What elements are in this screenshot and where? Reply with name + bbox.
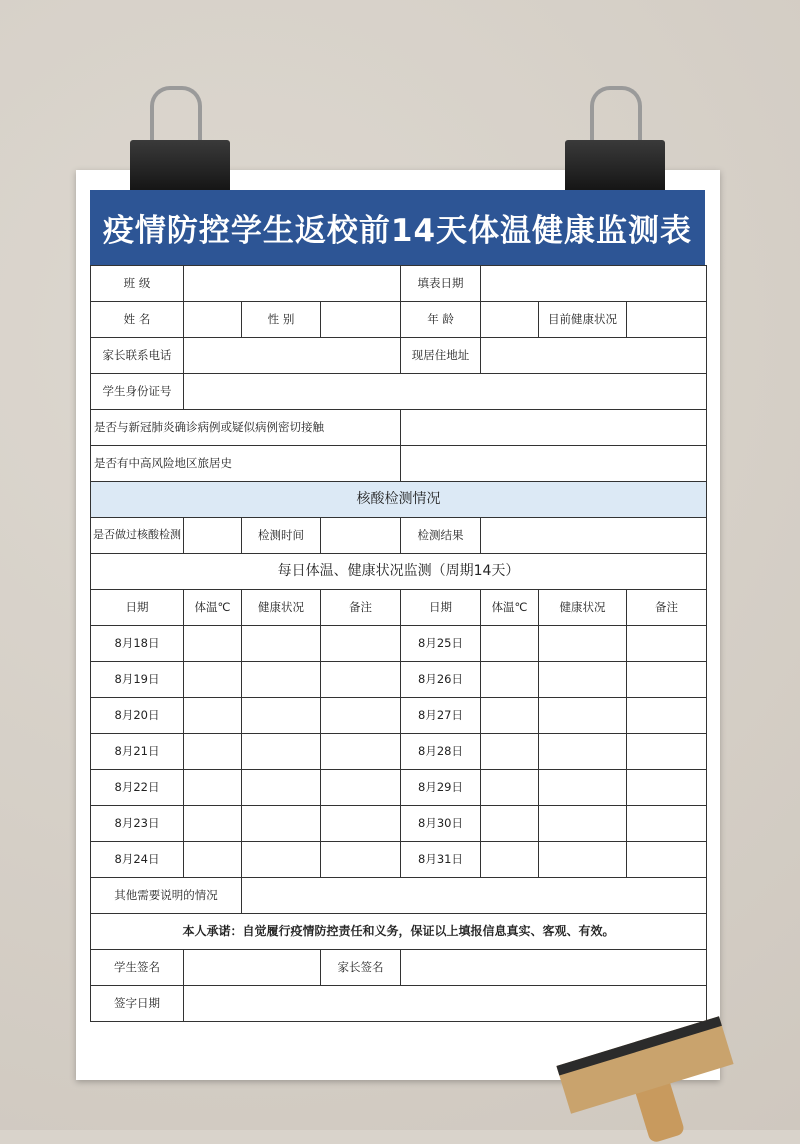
binder-clip-right: [565, 140, 665, 196]
date-cell: 8月20日: [91, 698, 184, 734]
input-remark[interactable]: [321, 626, 401, 662]
date-cell: 8月21日: [91, 734, 184, 770]
input-signature-date[interactable]: [184, 986, 707, 1022]
column-header: 体温℃: [184, 590, 242, 626]
label-nucleic-done: 是否做过核酸检测: [91, 518, 184, 554]
input-temperature[interactable]: [184, 626, 242, 662]
input-age[interactable]: [481, 302, 539, 338]
input-travel-question[interactable]: [401, 446, 707, 482]
input-contact-question[interactable]: [401, 410, 707, 446]
date-cell: 8月30日: [401, 806, 481, 842]
date-cell: 8月18日: [91, 626, 184, 662]
input-temperature[interactable]: [481, 842, 539, 878]
health-form-table: [90, 265, 707, 1022]
label-age: 年 龄: [401, 302, 481, 338]
column-header: 日期: [91, 590, 184, 626]
input-remark[interactable]: [627, 806, 707, 842]
input-remark[interactable]: [321, 698, 401, 734]
input-health[interactable]: [539, 770, 627, 806]
input-temperature[interactable]: [184, 734, 242, 770]
input-remark[interactable]: [321, 770, 401, 806]
date-cell: 8月31日: [401, 842, 481, 878]
input-remark[interactable]: [321, 842, 401, 878]
date-cell: 8月19日: [91, 662, 184, 698]
input-name[interactable]: [184, 302, 242, 338]
column-header: 日期: [401, 590, 481, 626]
input-health[interactable]: [539, 806, 627, 842]
column-header: 体温℃: [481, 590, 539, 626]
label-health-status: 目前健康状况: [539, 302, 627, 338]
input-temperature[interactable]: [481, 698, 539, 734]
date-cell: 8月23日: [91, 806, 184, 842]
form-title: 疫情防控学生返校前14天体温健康监测表: [90, 190, 705, 265]
input-gender[interactable]: [321, 302, 401, 338]
input-parent-phone[interactable]: [184, 338, 401, 374]
input-temperature[interactable]: [184, 806, 242, 842]
input-other-notes[interactable]: [242, 878, 707, 914]
daily-header-row: [91, 590, 707, 626]
label-id-number: 学生身份证号: [91, 374, 184, 410]
input-health[interactable]: [539, 842, 627, 878]
column-header: 备注: [321, 590, 401, 626]
input-fill-date[interactable]: [481, 266, 707, 302]
daily-row: [91, 770, 707, 806]
date-cell: 8月22日: [91, 770, 184, 806]
input-nucleic-result[interactable]: [481, 518, 707, 554]
date-cell: 8月28日: [401, 734, 481, 770]
input-temperature[interactable]: [481, 806, 539, 842]
commitment-statement: 本人承诺：自觉履行疫情防控责任和义务，保证以上填报信息真实、客观、有效。: [91, 914, 707, 950]
label-fill-date: 填表日期: [401, 266, 481, 302]
input-remark[interactable]: [627, 698, 707, 734]
label-contact-question: 是否与新冠肺炎确诊病例或疑似病例密切接触: [91, 410, 401, 446]
input-health[interactable]: [539, 698, 627, 734]
input-health[interactable]: [539, 662, 627, 698]
label-nucleic-time: 检测时间: [242, 518, 321, 554]
input-temperature[interactable]: [184, 662, 242, 698]
input-temperature[interactable]: [184, 770, 242, 806]
label-name: 姓 名: [91, 302, 184, 338]
section-nucleic-title: 核酸检测情况: [91, 482, 707, 518]
input-student-signature[interactable]: [184, 950, 321, 986]
input-health[interactable]: [242, 806, 321, 842]
input-health[interactable]: [242, 734, 321, 770]
input-health[interactable]: [242, 698, 321, 734]
input-remark[interactable]: [627, 770, 707, 806]
label-gender: 性 别: [242, 302, 321, 338]
label-class: 班 级: [91, 266, 184, 302]
column-header: 健康状况: [242, 590, 321, 626]
daily-row: [91, 806, 707, 842]
label-address: 现居住地址: [401, 338, 481, 374]
date-cell: 8月29日: [401, 770, 481, 806]
input-id-number[interactable]: [184, 374, 707, 410]
input-remark[interactable]: [627, 734, 707, 770]
label-travel-question: 是否有中高风险地区旅居史: [91, 446, 401, 482]
input-address[interactable]: [481, 338, 707, 374]
label-other-notes: 其他需要说明的情况: [91, 878, 242, 914]
input-remark[interactable]: [627, 662, 707, 698]
input-health[interactable]: [242, 662, 321, 698]
input-temperature[interactable]: [481, 770, 539, 806]
input-health[interactable]: [242, 842, 321, 878]
input-temperature[interactable]: [184, 698, 242, 734]
label-nucleic-result: 检测结果: [401, 518, 481, 554]
input-health[interactable]: [242, 770, 321, 806]
input-remark[interactable]: [321, 806, 401, 842]
date-cell: 8月24日: [91, 842, 184, 878]
input-temperature[interactable]: [481, 626, 539, 662]
label-signature-date: 签字日期: [91, 986, 184, 1022]
input-remark[interactable]: [321, 662, 401, 698]
input-class[interactable]: [184, 266, 401, 302]
date-cell: 8月27日: [401, 698, 481, 734]
input-health-status[interactable]: [627, 302, 707, 338]
input-nucleic-done[interactable]: [184, 518, 242, 554]
label-parent-signature: 家长签名: [321, 950, 401, 986]
column-header: 备注: [627, 590, 707, 626]
input-temperature[interactable]: [481, 662, 539, 698]
daily-row: [91, 626, 707, 662]
input-remark[interactable]: [627, 626, 707, 662]
input-health[interactable]: [539, 734, 627, 770]
input-remark[interactable]: [321, 734, 401, 770]
daily-row: [91, 662, 707, 698]
input-parent-signature[interactable]: [401, 950, 707, 986]
label-student-signature: 学生签名: [91, 950, 184, 986]
daily-row: [91, 734, 707, 770]
column-header: 健康状况: [539, 590, 627, 626]
input-temperature[interactable]: [184, 842, 242, 878]
input-nucleic-time[interactable]: [321, 518, 401, 554]
input-health[interactable]: [242, 626, 321, 662]
date-cell: 8月25日: [401, 626, 481, 662]
input-remark[interactable]: [627, 842, 707, 878]
daily-row: [91, 842, 707, 878]
date-cell: 8月26日: [401, 662, 481, 698]
input-health[interactable]: [539, 626, 627, 662]
binder-clip-left: [130, 140, 230, 196]
daily-row: [91, 698, 707, 734]
label-parent-phone: 家长联系电话: [91, 338, 184, 374]
input-temperature[interactable]: [481, 734, 539, 770]
section-daily-title: 每日体温、健康状况监测（周期14天）: [91, 554, 707, 590]
